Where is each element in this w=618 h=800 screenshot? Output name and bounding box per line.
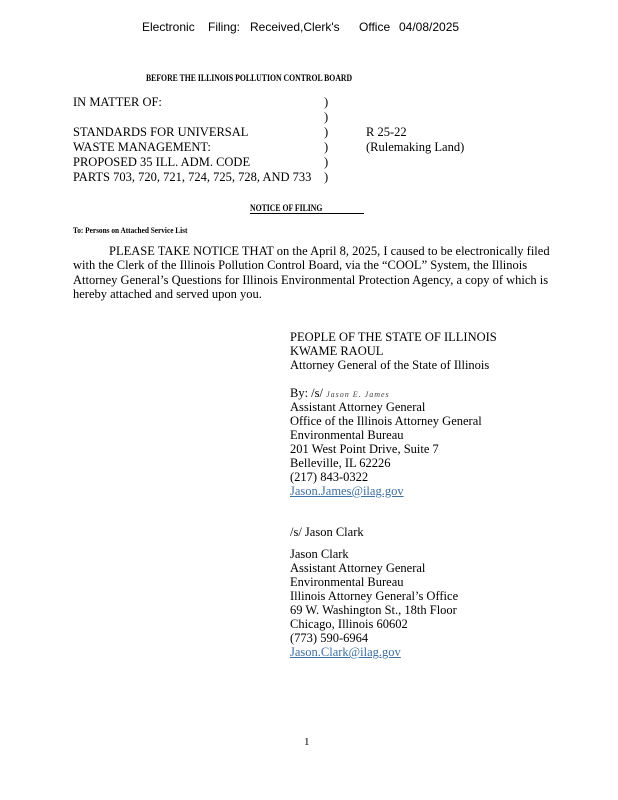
- body-line: PLEASE TAKE NOTICE THAT on the April 8, 2025, I caused to be electronically filed: [109, 244, 550, 258]
- sig2-line: Assistant Attorney General: [290, 561, 426, 575]
- header-date: 04/08/2025: [399, 20, 460, 34]
- paren: ): [324, 155, 329, 169]
- email-link-clark[interactable]: Jason.Clark@ilag.gov: [290, 645, 401, 659]
- caption-left: [73, 95, 311, 185]
- body-line: with the Clerk of the Illinois Pollution Control Board, via the “COOL” System, the Illinois: [73, 258, 528, 273]
- case-number: R 25-22: [366, 125, 407, 139]
- caption-line: STANDARDS FOR UNIVERSAL: [73, 125, 249, 139]
- caption-line: PARTS 703, 720, 721, 724, 725, 728, AND 733: [73, 170, 312, 184]
- caption-line: PROPOSED 35 ILL. ADM. CODE: [73, 155, 251, 169]
- caption-line: [73, 110, 311, 125]
- sig2-line: Jason Clark: [290, 547, 349, 561]
- caption-line: WASTE MANAGEMENT:: [73, 140, 211, 154]
- paren: ): [324, 140, 329, 154]
- sig1-line: Belleville, IL 62226: [290, 456, 391, 470]
- to-line: To: Persons on Attached Service List: [73, 225, 188, 235]
- page-number: 1: [304, 736, 310, 748]
- sig1-line: 201 West Point Drive, Suite 7: [290, 442, 439, 456]
- body-line: Attorney General’s Questions for Illinois Environmental Protection Agency, a copy of which is: [73, 272, 549, 287]
- board-title: BEFORE THE ILLINOIS POLLUTION CONTROL BOARD: [146, 73, 353, 83]
- caption-parens: [324, 95, 328, 185]
- header-received: Received,Clerk's: [250, 20, 340, 34]
- sig1-line: (217) 843-0322: [290, 470, 369, 484]
- caption-line: IN MATTER OF:: [73, 95, 162, 109]
- sig1-line: Assistant Attorney General: [290, 400, 426, 414]
- paren: ): [324, 110, 329, 124]
- header-electronic: Electronic: [142, 20, 195, 34]
- by-line: [290, 386, 497, 400]
- sig1-line: Office of the Illinois Attorney General: [290, 414, 482, 428]
- signature-block-2: [290, 525, 458, 659]
- case-type: (Rulemaking Land): [366, 140, 465, 154]
- notice-body: [73, 244, 593, 301]
- party-name: PEOPLE OF THE STATE OF ILLINOIS: [290, 330, 497, 344]
- ag-title: Attorney General of the State of Illinois: [290, 358, 490, 372]
- body-line: hereby attached and served upon you.: [73, 286, 262, 301]
- signature-block-1: [290, 330, 497, 498]
- sig1-line: Environmental Bureau: [290, 428, 404, 442]
- paren: ): [324, 170, 329, 184]
- sig2-line: Environmental Bureau: [290, 575, 404, 589]
- email-link-james[interactable]: Jason.James@ilag.gov: [290, 484, 404, 498]
- sig2-sig-line: /s/ Jason Clark: [290, 525, 364, 539]
- sig2-line: Chicago, Illinois 60602: [290, 617, 408, 631]
- sig2-line: Illinois Attorney General’s Office: [290, 589, 459, 603]
- notice-underline: [250, 213, 364, 214]
- sig2-line: 69 W. Washington St., 18th Floor: [290, 603, 457, 617]
- ag-name: KWAME RAOUL: [290, 344, 384, 358]
- sig2-line: (773) 590-6964: [290, 631, 369, 645]
- e-signature: Jason E. James: [326, 390, 390, 399]
- paren: ): [324, 95, 329, 109]
- paren: ): [324, 125, 329, 139]
- by-label: By: /s/: [290, 386, 323, 400]
- notice-title: NOTICE OF FILING: [250, 203, 323, 213]
- header-filing: Filing:: [208, 20, 241, 34]
- header-office: Office: [359, 20, 391, 34]
